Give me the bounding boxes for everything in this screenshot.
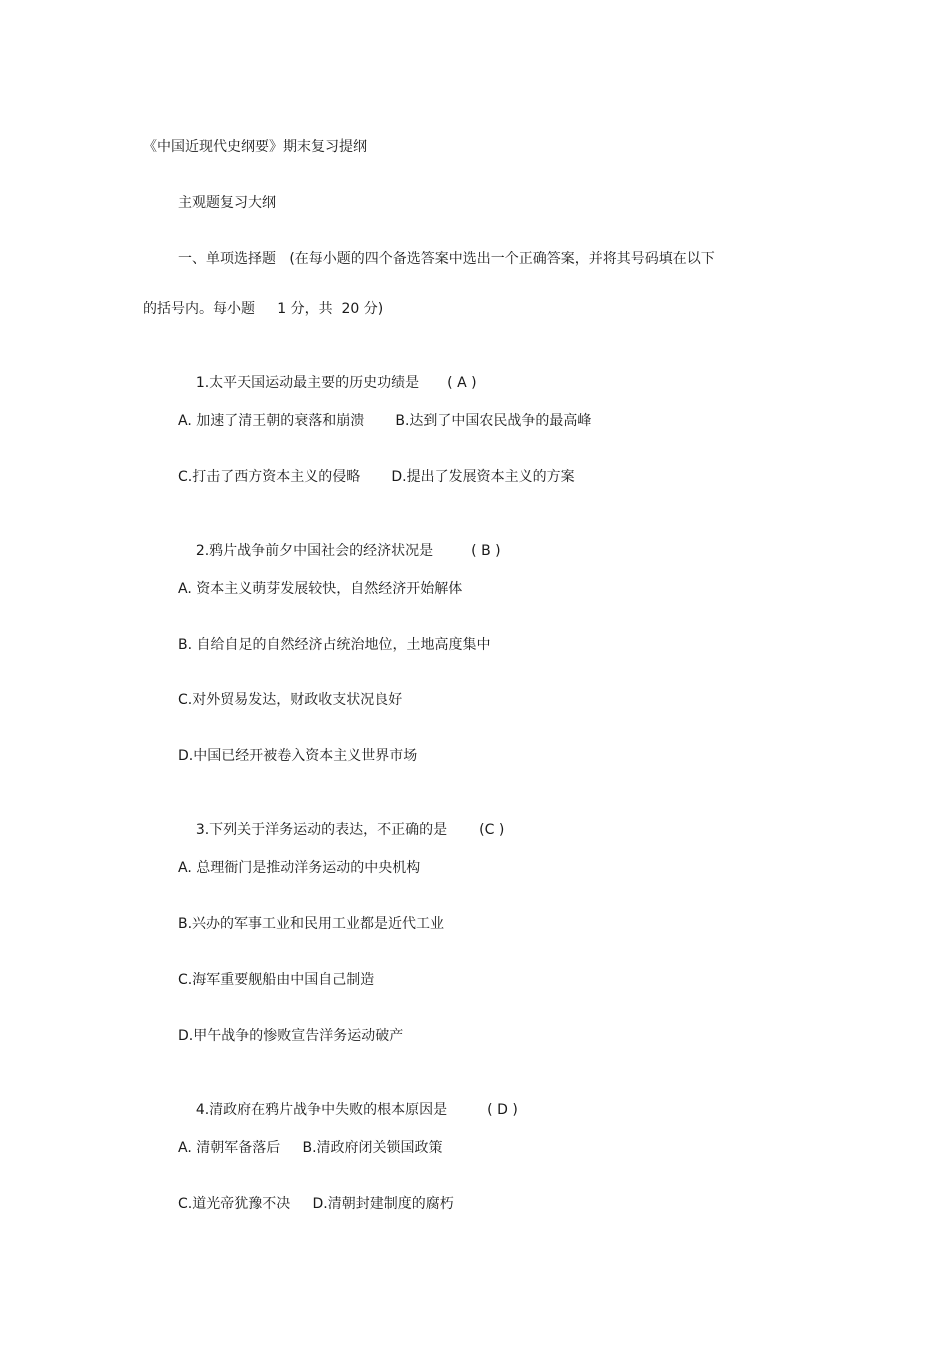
document-title: 《中国近现代史纲要》期末复习提纲 xyxy=(143,139,367,155)
question-4-stem xyxy=(178,1083,518,1118)
section-heading-line-2: 的括号内。每小题 1 分，共 20 分) xyxy=(143,301,384,317)
section-heading-line-1: 一、单项选择题 (在每小题的四个备选答案中选出一个正确答案，并将其号码填在以下 xyxy=(178,251,715,267)
question-answer: (C ) xyxy=(479,822,505,838)
question-3-option-d: D.甲午战争的惨败宣告洋务运动破产 xyxy=(178,1028,404,1044)
document-subtitle: 主观题复习大纲 xyxy=(178,195,276,211)
question-stem-text: 1.太平天国运动最主要的历史功绩是 xyxy=(195,375,420,391)
question-4-options-line-1: A. 清朝军备落后 B.清政府闭关锁国政策 xyxy=(178,1140,443,1156)
question-1-stem xyxy=(178,356,477,391)
question-3-stem xyxy=(178,803,505,838)
question-3-option-a: A. 总理衙门是推动洋务运动的中央机构 xyxy=(178,860,421,876)
question-answer: ( B ) xyxy=(471,543,501,559)
question-stem-text: 3.下列关于洋务运动的表达，不正确的是 xyxy=(195,822,448,838)
question-stem-text: 2.鸦片战争前夕中国社会的经济状况是 xyxy=(195,543,434,559)
question-2-option-b: B. 自给自足的自然经济占统治地位，土地高度集中 xyxy=(178,637,491,653)
question-4-options-line-2: C.道光帝犹豫不决 D.清朝封建制度的腐朽 xyxy=(178,1196,454,1212)
question-3-option-c: C.海军重要舰船由中国自己制造 xyxy=(178,972,375,988)
question-2-option-c: C.对外贸易发达，财政收支状况良好 xyxy=(178,692,403,708)
question-1-options-line-2: C.打击了西方资本主义的侵略 D.提出了发展资本主义的方案 xyxy=(178,469,575,485)
question-answer: ( A ) xyxy=(447,375,477,391)
question-3-option-b: B.兴办的军事工业和民用工业都是近代工业 xyxy=(178,916,445,932)
question-1-options-line-1: A. 加速了清王朝的衰落和崩溃 B.达到了中国农民战争的最高峰 xyxy=(178,413,592,429)
question-answer: ( D ) xyxy=(487,1102,518,1118)
question-2-option-d: D.中国已经开被卷入资本主义世界市场 xyxy=(178,748,418,764)
question-2-stem xyxy=(178,524,501,559)
question-stem-text: 4.清政府在鸦片战争中失败的根本原因是 xyxy=(195,1102,448,1118)
question-2-option-a: A. 资本主义萌芽发展较快，自然经济开始解体 xyxy=(178,581,463,597)
